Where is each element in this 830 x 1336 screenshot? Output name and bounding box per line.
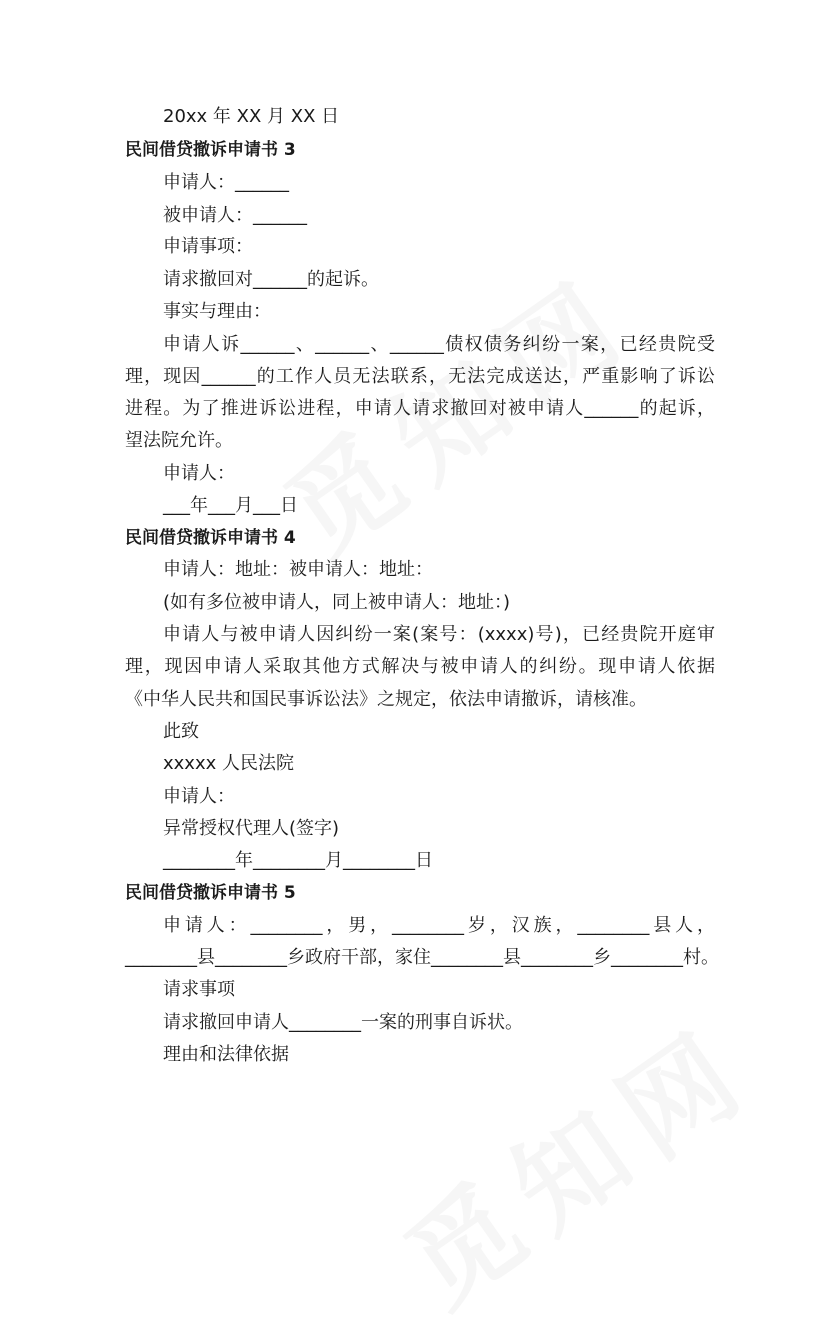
note-line: (如有多位被申请人，同上被申请人：地址：): [163, 592, 511, 613]
signature-label: 申请人：: [163, 463, 235, 484]
court-name: xxxxx 人民法院: [163, 753, 294, 774]
section-heading-5: 民间借贷撤诉申请书 5: [125, 883, 296, 903]
matter-label: 申请事项：: [163, 236, 253, 257]
date-line: ________年________月________日: [163, 850, 433, 871]
reason-label: 理由和法律依据: [163, 1044, 289, 1065]
paragraph-line: 申请人：________，男，________岁，汉族，________县人，: [163, 915, 715, 936]
request-line: 请求撤回对______的起诉。: [163, 269, 379, 290]
facts-label: 事实与理由：: [163, 301, 271, 322]
paragraph-line: 申请人与被申请人因纠纷一案(案号：(xxxx)号)，已经贵院开庭审: [163, 624, 715, 645]
paragraph-line: 《中华人民共和国民事诉讼法》之规定，依法申请撤诉，请核准。: [125, 689, 647, 710]
section-heading-3: 民间借贷撤诉申请书 3: [125, 140, 296, 160]
paragraph-line: ________县________乡政府干部，家住________县________乡________村。: [125, 947, 719, 968]
top-date: 20xx 年 XX 月 XX 日: [163, 106, 340, 127]
agent-line: 异常授权代理人(签字): [163, 818, 340, 839]
signature-label: 申请人：: [163, 786, 235, 807]
request-line: 请求撤回申请人________一案的刑事自诉状。: [163, 1012, 523, 1033]
applicant-line: 申请人：______: [163, 172, 289, 193]
paragraph-line: 申请人诉______、______、______债权债务纠纷一案，已经贵院受: [163, 334, 715, 355]
paragraph-line: 望法院允许。: [125, 430, 233, 451]
section-heading-4: 民间借贷撤诉申请书 4: [125, 528, 296, 548]
paragraph-line: 进程。为了推进诉讼进程，申请人请求撤回对被申请人______的起诉，: [125, 398, 715, 419]
salutation: 此致: [163, 721, 199, 742]
parties-line: 申请人：地址：被申请人：地址：: [163, 559, 433, 580]
paragraph-line: 理，现因______的工作人员无法联系，无法完成送达，严重影响了诉讼: [125, 366, 715, 387]
matter-label: 请求事项: [163, 979, 235, 1000]
paragraph-line: 理，现因申请人采取其他方式解决与被申请人的纠纷。现申请人依据: [125, 656, 715, 677]
respondent-line: 被申请人：______: [163, 205, 307, 226]
date-line: ___年___月___日: [163, 495, 298, 516]
